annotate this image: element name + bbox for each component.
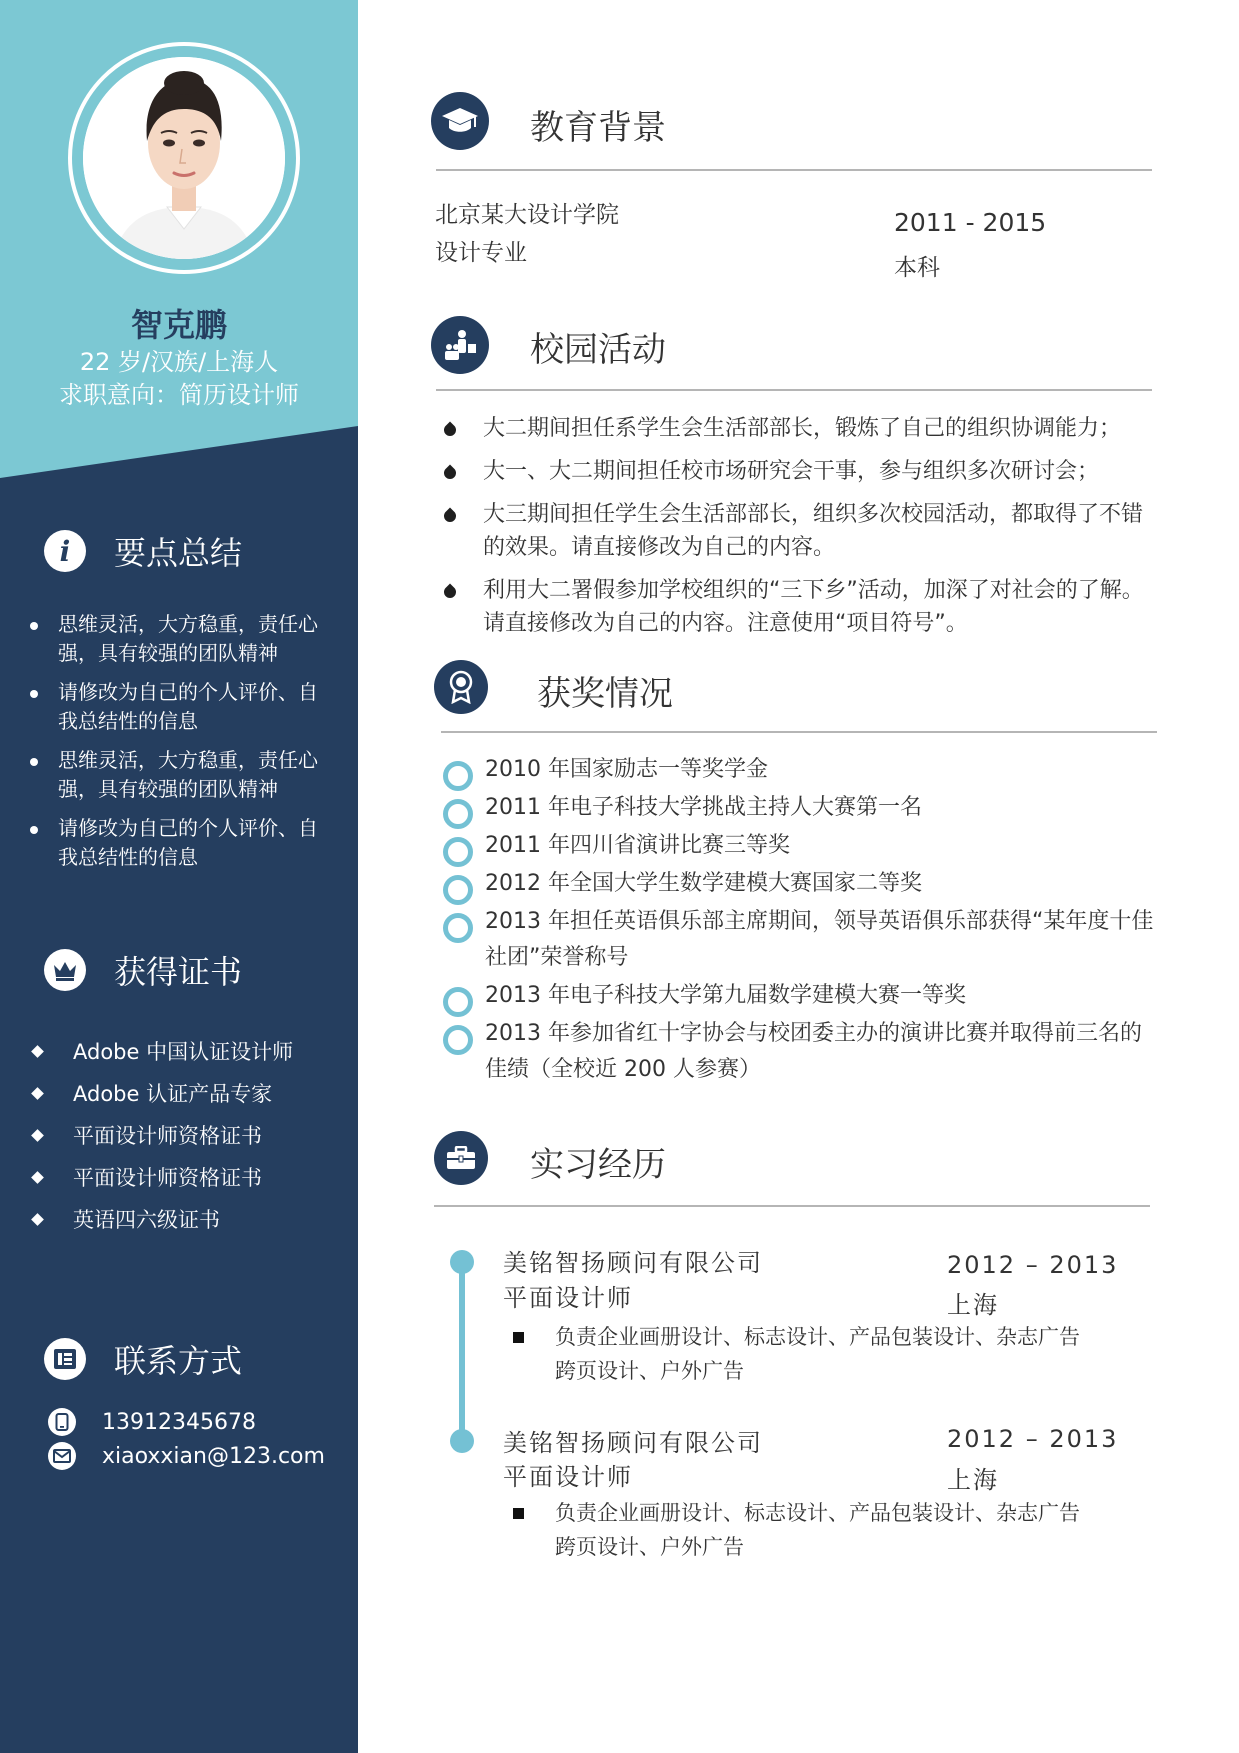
job-location: 上海: [947, 1291, 999, 1319]
candidate-info: 22 岁/汉族/上海人: [79, 348, 279, 376]
list-item: 2013 年担任英语俱乐部主席期间，领导英语俱乐部获得“某年度十佳社团”荣誉称号: [441, 904, 1161, 976]
job-description: 负责企业画册设计、标志设计、产品包装设计、杂志广告跨页设计、户外广告: [513, 1320, 1093, 1388]
job-location: 上海: [947, 1466, 999, 1494]
email-address[interactable]: xiaoxxian@123.com: [102, 1443, 325, 1469]
list-item: 2012 年全国大学生数学建模大赛国家二等奖: [441, 866, 1161, 902]
portrait-illustration: [83, 57, 285, 259]
awards-title: 获奖情况: [537, 674, 673, 714]
internship-divider: [434, 1205, 1150, 1207]
list-item: 大三期间担任学生会生活部部长，组织多次校园活动，都取得了不错的效果。请直接修改为自己的内容。: [441, 498, 1161, 564]
list-item: Adobe 认证产品专家: [30, 1078, 340, 1120]
phone-icon: [48, 1408, 76, 1436]
people-icon: [431, 316, 489, 374]
summary-list: [28, 610, 333, 882]
info-icon: [44, 530, 86, 572]
list-item: 思维灵活，大方稳重，责任心强，具有较强的团队精神: [28, 746, 333, 804]
certificates-list: [30, 1036, 340, 1246]
timeline-dot: [450, 1250, 474, 1274]
crown-icon: [44, 949, 86, 991]
education-degree: 本科: [894, 255, 940, 281]
certificates-heading: [44, 946, 242, 994]
job-objective: 求职意向：简历设计师: [59, 381, 299, 409]
activities-divider: [436, 389, 1152, 391]
school-name: 北京某大设计学院: [435, 202, 619, 228]
list-item: 2013 年电子科技大学第九届数学建模大赛一等奖: [441, 978, 1161, 1014]
education-divider: [436, 169, 1152, 171]
phone-number[interactable]: 13912345678: [102, 1409, 256, 1435]
activities-title: 校园活动: [530, 330, 666, 370]
avatar-photo: [83, 57, 285, 259]
list-item: 平面设计师资格证书: [30, 1162, 340, 1204]
internship-title: 实习经历: [530, 1145, 666, 1185]
job-company: 美铭智扬顾问有限公司: [503, 1429, 763, 1457]
graduation-cap-icon: [431, 92, 489, 150]
list-item: 请修改为自己的个人评价、自我总结性的信息: [28, 814, 333, 872]
mail-icon: [48, 1442, 76, 1470]
job-company: 美铭智扬顾问有限公司: [503, 1249, 763, 1277]
major-name: 设计专业: [435, 240, 527, 266]
list-item: 大一、大二期间担任校市场研究会干事，参与组织多次研讨会；: [441, 455, 1161, 488]
job-position: 平面设计师: [503, 1284, 633, 1312]
sidebar: [0, 0, 358, 1753]
contact-heading: [44, 1335, 242, 1383]
medal-icon: [434, 660, 488, 714]
list-item: 英语四六级证书: [30, 1204, 340, 1246]
timeline-line: [459, 1262, 465, 1442]
list-item: 2010 年国家励志一等奖学金: [441, 752, 1161, 788]
contact-phone: [48, 1406, 256, 1438]
list-item: Adobe 中国认证设计师: [30, 1036, 340, 1078]
svg-text:i: i: [59, 535, 71, 568]
job-years: 2012 – 2013: [947, 1251, 1119, 1279]
job-years: 2012 – 2013: [947, 1425, 1119, 1453]
job-position: 平面设计师: [503, 1463, 633, 1491]
education-years: 2011 - 2015: [894, 208, 1047, 237]
summary-title: 要点总结: [114, 534, 243, 572]
timeline-dot: [450, 1429, 474, 1453]
avatar: [68, 42, 300, 274]
list-item: 思维灵活，大方稳重，责任心强，具有较强的团队精神: [28, 610, 333, 668]
list-item: 2013 年参加省红十字协会与校团委主办的演讲比赛并取得前三名的佳绩（全校近 200 人参赛）: [441, 1016, 1161, 1088]
list-item: 利用大二署假参加学校组织的“三下乡”活动，加深了对社会的了解。请直接修改为自己的内容。注意使用“项目符号”。: [441, 574, 1161, 640]
summary-heading: [44, 527, 242, 575]
list-item: 2011 年电子科技大学挑战主持人大赛第一名: [441, 790, 1161, 826]
education-title: 教育背景: [530, 108, 666, 148]
job-description: 负责企业画册设计、标志设计、产品包装设计、杂志广告跨页设计、户外广告: [513, 1496, 1093, 1564]
contact-email: [48, 1440, 325, 1472]
list-item: 平面设计师资格证书: [30, 1120, 340, 1162]
awards-divider: [441, 731, 1157, 733]
list-item: 2011 年四川省演讲比赛三等奖: [441, 828, 1161, 864]
awards-list: [441, 752, 1161, 1090]
contact-title: 联系方式: [114, 1342, 243, 1380]
certificates-title: 获得证书: [114, 953, 243, 991]
list-item: 大二期间担任系学生会生活部部长，锻炼了自己的组织协调能力；: [441, 412, 1161, 445]
briefcase-icon: [434, 1131, 488, 1185]
candidate-name: 智克鹏: [130, 306, 227, 344]
contact-card-icon: [44, 1338, 86, 1380]
list-item: 请修改为自己的个人评价、自我总结性的信息: [28, 678, 333, 736]
activities-list: [441, 412, 1161, 650]
